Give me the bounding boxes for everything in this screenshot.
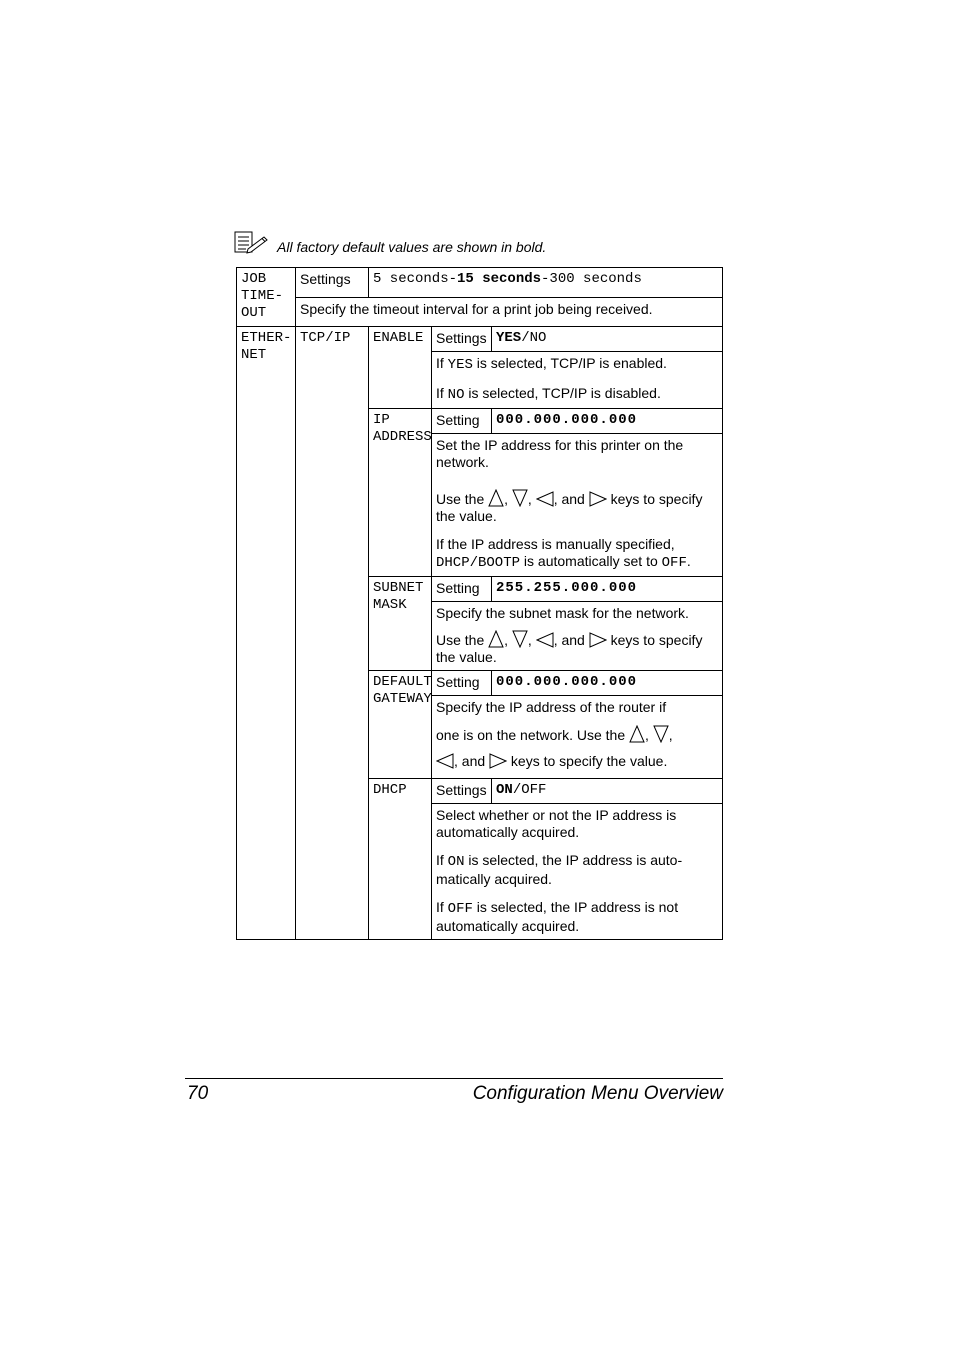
- up-arrow-icon: [488, 630, 504, 648]
- menu-tcpip: TCP/IP: [296, 327, 369, 940]
- menu-enable: ENABLE: [369, 327, 432, 409]
- note-pencil-icon: [234, 230, 268, 254]
- ip-address-value: 000.000.000.000: [492, 409, 723, 434]
- right-arrow-icon: [589, 491, 607, 507]
- dhcp-description: Select whether or not the IP address is automatically acquired. If ON is selected, the IP address is auto-matically acquired. If OFF is selected, the IP address is not automatically acquired.: [432, 804, 723, 940]
- right-arrow-icon: [589, 632, 607, 648]
- down-arrow-icon: [653, 725, 669, 743]
- default-gateway-description: Specify the IP address of the router if one is on the network. Use the , , , and keys to specify the value.: [432, 696, 723, 779]
- ip-address-description: Set the IP address for this printer on the network. Use the , , , and keys to specify the value. If the IP address is manually specified, DHCP/BOOTP is automatically set to OFF.: [432, 434, 723, 577]
- settings-label: Settings: [432, 327, 492, 352]
- right-arrow-icon: [489, 753, 507, 769]
- dhcp-value: ON/OFF: [492, 779, 723, 804]
- left-arrow-icon: [536, 491, 554, 507]
- note-text: All factory default values are shown in bold.: [277, 239, 547, 255]
- setting-label: Setting: [432, 409, 492, 434]
- table-row: [237, 327, 723, 352]
- enable-description: If YES is selected, TCP/IP is enabled. If NO is selected, TCP/IP is disabled.: [432, 352, 723, 409]
- up-arrow-icon: [629, 725, 645, 743]
- footer-rule: [185, 1078, 723, 1079]
- enable-value: YES/NO: [492, 327, 723, 352]
- up-arrow-icon: [488, 489, 504, 507]
- settings-label: Settings: [432, 779, 492, 804]
- menu-ethernet: ETHER-NET: [237, 327, 296, 940]
- menu-ip-address: IP ADDRESS: [369, 409, 432, 577]
- settings-label: Settings: [296, 268, 369, 298]
- down-arrow-icon: [512, 489, 528, 507]
- job-timeout-description: Specify the timeout interval for a print job being received.: [296, 297, 723, 327]
- config-table: [236, 267, 723, 940]
- down-arrow-icon: [512, 630, 528, 648]
- default-gateway-value: 000.000.000.000: [492, 671, 723, 696]
- menu-dhcp: DHCP: [369, 779, 432, 940]
- job-timeout-value: 5 seconds-15 seconds-300 seconds: [369, 268, 723, 298]
- menu-subnet-mask: SUBNET MASK: [369, 577, 432, 671]
- menu-job-timeout: JOB TIME-OUT: [237, 268, 296, 327]
- left-arrow-icon: [536, 632, 554, 648]
- setting-label: Setting: [432, 671, 492, 696]
- table-row: [237, 268, 723, 298]
- subnet-mask-description: Specify the subnet mask for the network. Use the , , , and keys to specify the value.: [432, 602, 723, 671]
- footer-title: Configuration Menu Overview: [472, 1083, 723, 1104]
- table-row: [237, 297, 723, 327]
- subnet-mask-value: 255.255.000.000: [492, 577, 723, 602]
- menu-default-gateway: DEFAULT GATEWAY: [369, 671, 432, 779]
- left-arrow-icon: [436, 753, 454, 769]
- setting-label: Setting: [432, 577, 492, 602]
- page-number: 70: [187, 1083, 209, 1104]
